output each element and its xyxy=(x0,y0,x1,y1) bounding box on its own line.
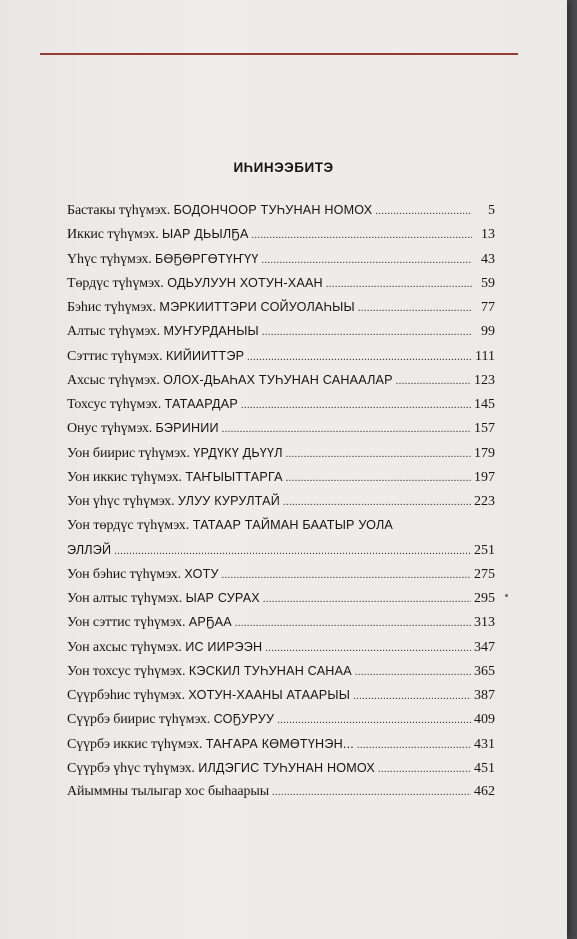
dot-leader xyxy=(326,273,472,297)
dot-leader xyxy=(358,297,472,321)
toc-entry xyxy=(67,465,495,489)
dot-leader xyxy=(262,321,472,345)
toc-entry-line xyxy=(67,416,495,440)
toc-chapter-name: БОДОНЧООР ТУҺУНАН НОМОХ xyxy=(173,203,373,217)
toc-chapter-name: ОДЬУЛУУН ХОТУН-ХААН xyxy=(167,275,323,290)
page-number: 313 xyxy=(474,615,495,631)
toc-entry-line xyxy=(67,368,495,392)
toc-chapter-name-continued: ЭЛЛЭЙ xyxy=(67,542,112,557)
toc-chapter-prefix: Онус түһүмэх. xyxy=(67,421,153,437)
toc-entry xyxy=(67,319,495,343)
dot-leader xyxy=(353,685,471,709)
toc-entry xyxy=(67,247,495,271)
dot-leader xyxy=(222,564,471,588)
page-number: 197 xyxy=(474,469,495,485)
toc-chapter-name: КИЙИИТТЭР xyxy=(165,348,245,363)
toc-entry xyxy=(67,513,495,562)
toc-entry xyxy=(67,271,495,295)
page-number: 43 xyxy=(481,251,495,267)
toc-chapter-prefix: Бэһис түһүмэх. xyxy=(67,300,156,315)
toc-chapter-name: АРҔАА xyxy=(188,615,232,630)
toc-entry-first-line xyxy=(67,513,495,537)
toc-chapter-prefix: Ахсыс түһүмэх. xyxy=(67,372,160,388)
toc-chapter-name: ҮРДҮКҮ ДЬҮҮЛ xyxy=(193,445,283,460)
toc-entry-line xyxy=(67,392,495,416)
margin-speck xyxy=(505,594,508,597)
toc-chapter-name: ЫАР ДЬЫЛҔА xyxy=(162,227,249,242)
page-number: 59 xyxy=(481,275,495,291)
toc-entry xyxy=(67,635,495,659)
toc-entry-line xyxy=(67,465,495,489)
page-number: 451 xyxy=(474,760,495,776)
toc-chapter-prefix: Сэттис түһүмэх. xyxy=(67,348,163,364)
toc-chapter-prefix: Тохсус түһүмэх. xyxy=(67,397,162,412)
dot-leader xyxy=(241,394,471,418)
toc-chapter-prefix: Сүүрбэһис түһүмэх. xyxy=(67,688,185,703)
toc-entry xyxy=(67,198,495,222)
toc-entry-line xyxy=(67,732,495,756)
page-number: 387 xyxy=(474,688,495,703)
page-number: 99 xyxy=(481,324,495,340)
toc-chapter-name: КЭСКИЛ ТУҺУНАН САНАА xyxy=(188,663,352,678)
toc-entry-line xyxy=(67,707,495,731)
dot-leader xyxy=(378,758,471,782)
toc-chapter-prefix: Уон үһүс түһүмэх. xyxy=(67,494,175,509)
page-number: 251 xyxy=(474,542,495,558)
toc-chapter-prefix: Сүүрбэ иккис түһүмэх. xyxy=(67,736,203,752)
toc-chapter-prefix: Уон ахсыс түһүмэх. xyxy=(67,639,182,655)
toc-entry xyxy=(67,586,495,610)
toc-entry xyxy=(67,562,495,586)
toc-chapter-prefix: Алтыс түһүмэх. xyxy=(67,324,161,340)
toc-entry-line xyxy=(67,247,495,271)
toc-chapter-name: ОЛОХ-ДЬАҺАХ ТУҺУНАН САНААЛАР xyxy=(163,372,393,387)
toc-chapter-name: ЫАР СУРАХ xyxy=(185,591,260,605)
toc-entry-line xyxy=(67,610,495,634)
toc-chapter-name: ТАТААРДАР xyxy=(164,397,238,411)
toc-entry xyxy=(67,416,495,440)
toc-entry-line xyxy=(67,344,495,368)
toc-chapter-prefix: Иккис түһүмэх. xyxy=(67,227,159,243)
toc-chapter-name: МЭРКИИТТЭРИ СОЙУОЛАҺЫЫ xyxy=(159,300,355,314)
page-number: 275 xyxy=(474,566,495,582)
toc-entry xyxy=(67,392,495,416)
toc-chapter-prefix: Уон сэттис түһүмэх. xyxy=(67,615,186,631)
dot-leader xyxy=(263,588,471,612)
page-number: 157 xyxy=(474,421,495,437)
toc-chapter-name: ИС ИИРЭЭН xyxy=(185,639,263,654)
toc-entry xyxy=(67,222,495,246)
toc-entry-line xyxy=(67,586,495,610)
toc-entry-line xyxy=(67,780,495,804)
toc-chapter-prefix: Айыммны тылыгар хос быһаарыы xyxy=(67,784,269,799)
toc-entry-line xyxy=(67,441,495,465)
toc-chapter-name: ТАҤАРА КӨМӨТҮНЭН... xyxy=(205,736,354,751)
page-number: 295 xyxy=(474,591,495,606)
toc-entry-line xyxy=(67,538,495,562)
toc-chapter-prefix: Төрдүс түһүмэх. xyxy=(67,275,164,291)
dot-leader xyxy=(272,781,471,805)
dot-leader xyxy=(114,540,471,564)
toc-chapter-prefix: Уон иккис түһүмэх. xyxy=(67,469,182,485)
toc-chapter-prefix: Уон бэһис түһүмэх. xyxy=(67,566,181,582)
toc-entry-line xyxy=(67,271,495,295)
toc-entry xyxy=(67,732,495,756)
page-number: 462 xyxy=(474,784,495,799)
toc-chapter-name: ТАҤЫЫТТАРГА xyxy=(185,469,283,484)
dot-leader xyxy=(265,637,471,661)
toc-entry-line xyxy=(67,489,495,513)
page-number: 111 xyxy=(475,348,495,364)
toc-chapter-prefix: Уон тохсус түһүмэх. xyxy=(67,663,186,679)
header-rule xyxy=(40,53,518,55)
toc-chapter-name: ХОТУ xyxy=(184,566,219,581)
table-of-contents xyxy=(67,198,495,804)
toc-chapter-prefix: Сүүрбэ биирис түһүмэх. xyxy=(67,712,211,728)
toc-entry-line xyxy=(67,659,495,683)
toc-chapter-name: ИЛДЭГИС ТУҺУНАН НОМОХ xyxy=(198,760,375,775)
toc-chapter-prefix: Үһүс түһүмэх. xyxy=(67,251,152,267)
toc-entry xyxy=(67,489,495,513)
toc-entry xyxy=(67,683,495,707)
page-number: 123 xyxy=(474,372,495,388)
dot-leader xyxy=(277,709,471,733)
toc-chapter-name: БӨҔӨРГӨТҮҤҮҮ xyxy=(155,251,259,266)
toc-chapter-name: ХОТУН-ХААНЫ АТААРЫЫ xyxy=(188,688,351,702)
toc-chapter-name: МУҤУРДАНЫЫ xyxy=(163,324,259,339)
dot-leader xyxy=(222,418,471,442)
toc-chapter-prefix: Уон төрдүс түһүмэх. xyxy=(67,518,190,534)
dot-leader xyxy=(375,200,472,224)
toc-entry xyxy=(67,295,495,319)
page-number: 347 xyxy=(474,639,495,655)
toc-entry-line xyxy=(67,562,495,586)
toc-entry xyxy=(67,707,495,731)
page-number: 409 xyxy=(474,712,495,728)
toc-entry xyxy=(67,756,495,780)
toc-entry-line xyxy=(67,756,495,780)
page-number: 5 xyxy=(488,203,495,218)
page-number: 431 xyxy=(474,736,495,752)
page-number: 223 xyxy=(474,494,495,509)
dot-leader xyxy=(286,443,471,467)
toc-chapter-name: ТАТААР ТАЙМАН БААТЫР УОЛА xyxy=(192,518,394,533)
toc-entry-line xyxy=(67,683,495,707)
dot-leader xyxy=(262,249,472,273)
page-number: 365 xyxy=(474,663,495,679)
dot-leader xyxy=(355,661,471,685)
dot-leader xyxy=(283,491,471,515)
dot-leader xyxy=(252,224,472,248)
toc-chapter-prefix: Уон биирис түһүмэх. xyxy=(67,445,190,461)
toc-entry-line xyxy=(67,222,495,246)
page-number: 179 xyxy=(474,445,495,461)
toc-entry xyxy=(67,610,495,634)
toc-entry xyxy=(67,368,495,392)
dot-leader xyxy=(247,346,472,370)
toc-entry xyxy=(67,441,495,465)
dot-leader xyxy=(396,370,471,394)
page-number: 13 xyxy=(481,227,495,243)
dot-leader xyxy=(286,467,471,491)
toc-entry xyxy=(67,344,495,368)
toc-entry-line xyxy=(67,198,495,222)
toc-entry-line xyxy=(67,635,495,659)
toc-entry xyxy=(67,659,495,683)
toc-chapter-name: УЛУУ КУРУЛТАЙ xyxy=(177,494,280,508)
toc-entry xyxy=(67,780,495,804)
toc-chapter-prefix: Сүүрбэ үһүс түһүмэх. xyxy=(67,760,195,776)
toc-entry-line xyxy=(67,319,495,343)
page-number: 77 xyxy=(481,300,495,315)
page-title: ИҺИНЭЭБИТЭ xyxy=(233,160,334,175)
dot-leader xyxy=(235,612,471,636)
dot-leader xyxy=(357,734,471,758)
toc-chapter-name: СОҔУРУУ xyxy=(213,712,275,727)
toc-chapter-name: БЭРИНИИ xyxy=(155,421,219,436)
page-number: 145 xyxy=(474,397,495,412)
toc-entry-line xyxy=(67,295,495,319)
toc-chapter-prefix: Бастакы түһүмэх. xyxy=(67,203,171,218)
toc-chapter-prefix: Уон алтыс түһүмэх. xyxy=(67,591,183,606)
